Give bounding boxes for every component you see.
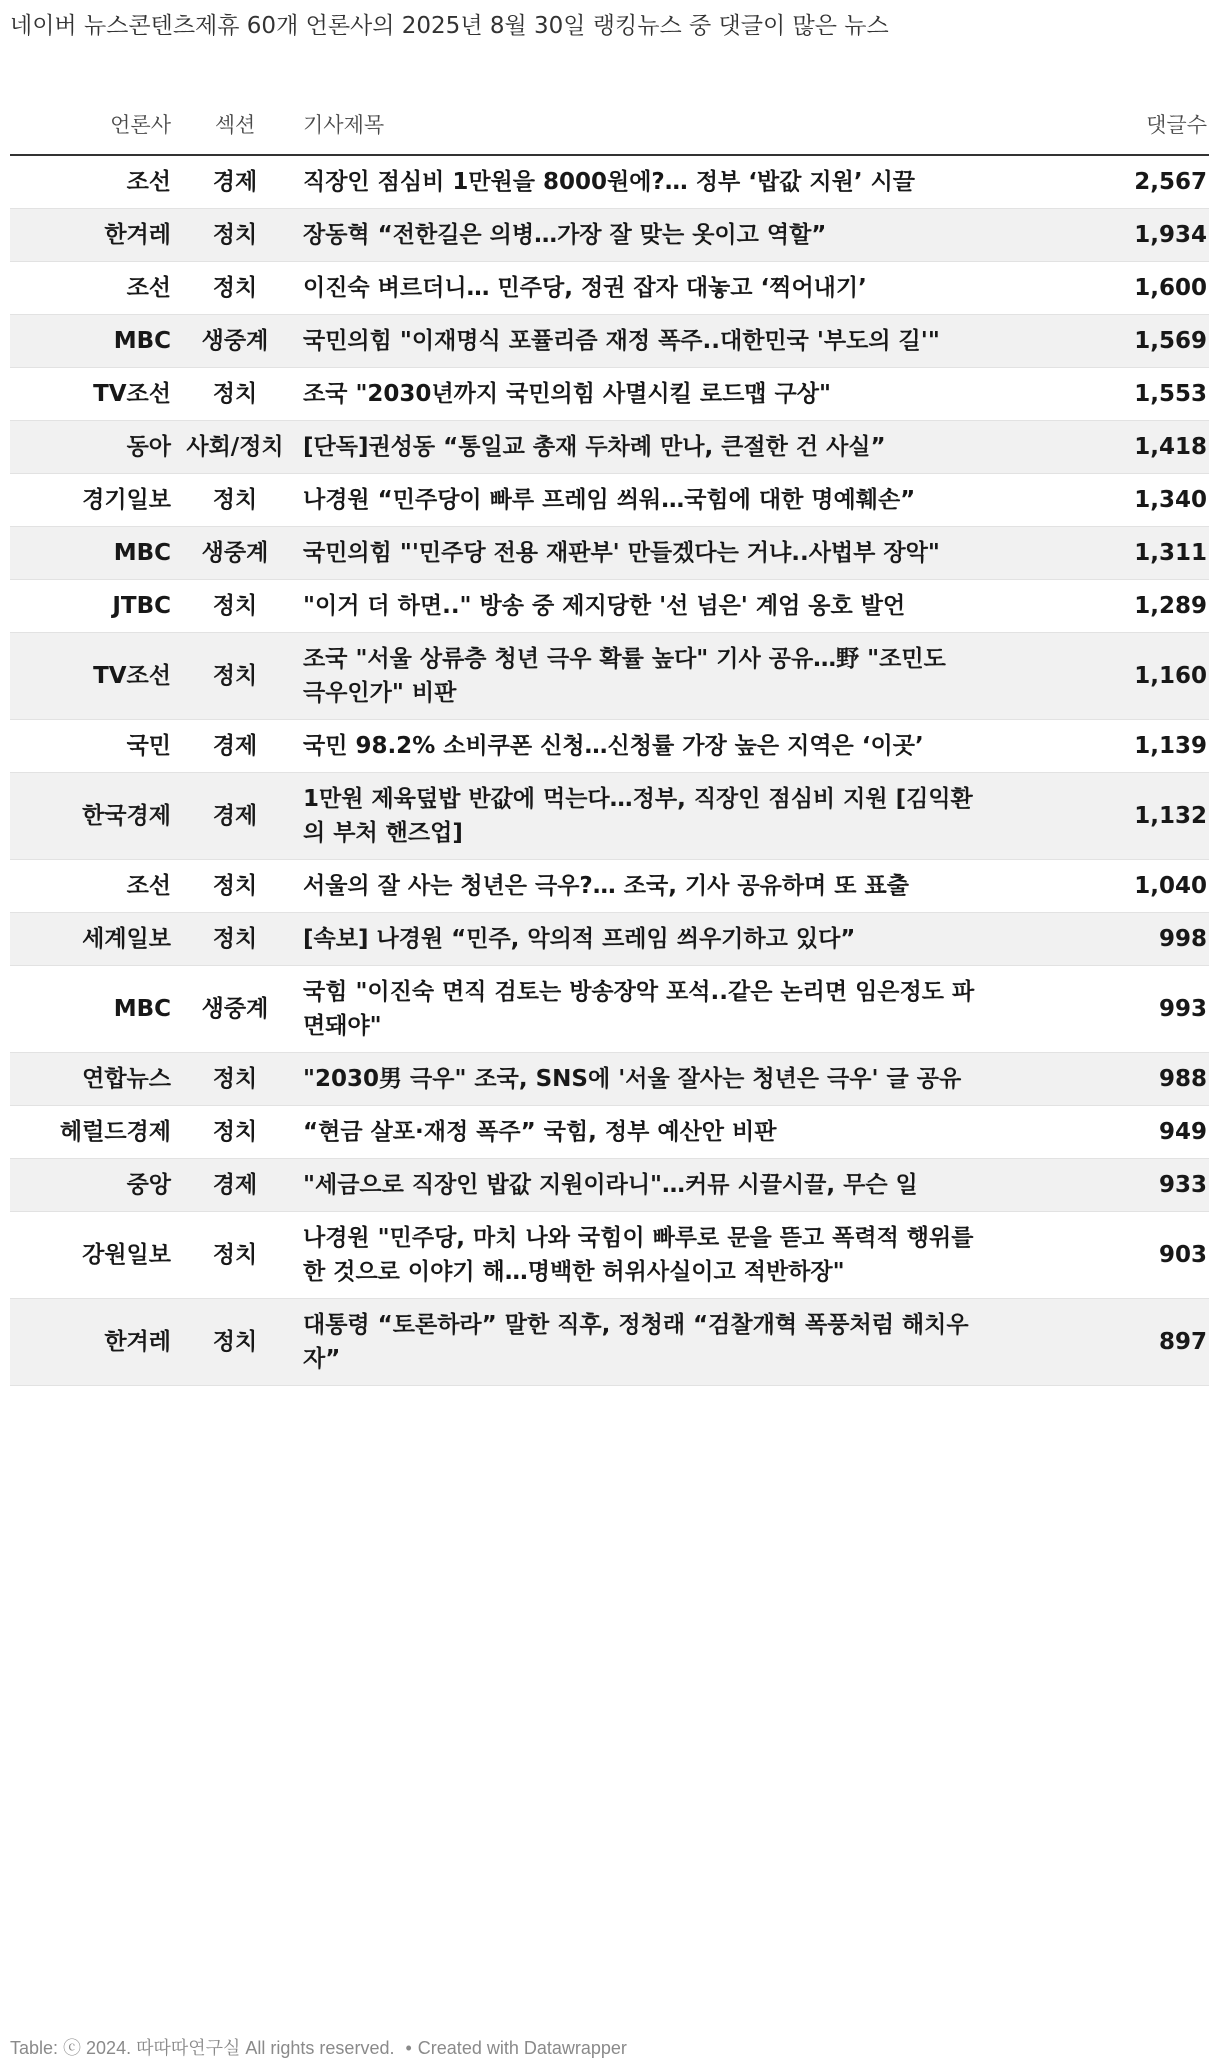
comment-count-cell: 1,040 xyxy=(1015,860,1209,913)
table-row xyxy=(10,209,1209,262)
datawrapper-credit[interactable]: Created with Datawrapper xyxy=(417,2038,627,2058)
section-cell: 생중계 xyxy=(175,527,295,580)
article-title-cell: 국힘 "이진숙 면직 검토는 방송장악 포석..같은 논리면 임은정도 파면돼야" xyxy=(295,966,1015,1053)
article-title-cell: 나경원 "민주당, 마치 나와 국힘이 빠루로 문을 뜯고 폭력적 행위를 한 것으로 이야기 해…명백한 허위사실이고 적반하장" xyxy=(295,1212,1015,1299)
publisher-cell: MBC xyxy=(10,315,175,368)
publisher-cell: 연합뉴스 xyxy=(10,1053,175,1106)
section-cell: 정치 xyxy=(175,580,295,633)
comment-count-cell: 2,567 xyxy=(1015,155,1209,209)
article-title-cell: "세금으로 직장인 밥값 지원이라니"…커뮤 시끌시끌, 무슨 일 xyxy=(295,1159,1015,1212)
publisher-cell: 조선 xyxy=(10,155,175,209)
table-row xyxy=(10,1299,1209,1386)
publisher-cell: 한겨레 xyxy=(10,1299,175,1386)
comment-count-cell: 1,600 xyxy=(1015,262,1209,315)
column-header-title[interactable]: 기사제목 xyxy=(295,94,1015,155)
comment-count-cell: 1,340 xyxy=(1015,474,1209,527)
article-title-cell: 국민 98.2% 소비쿠폰 신청…신청률 가장 높은 지역은 ‘이곳’ xyxy=(295,720,1015,773)
comment-count-cell: 1,139 xyxy=(1015,720,1209,773)
table-row xyxy=(10,527,1209,580)
section-cell: 정치 xyxy=(175,474,295,527)
table-row xyxy=(10,1159,1209,1212)
article-title-cell: 장동혁 “전한길은 의병…가장 잘 맞는 옷이고 역할” xyxy=(295,209,1015,262)
section-cell: 정치 xyxy=(175,1106,295,1159)
article-title-cell: 나경원 “민주당이 빠루 프레임 씌워…국힘에 대한 명예훼손” xyxy=(295,474,1015,527)
table-footer xyxy=(10,2034,627,2060)
comment-count-cell: 1,553 xyxy=(1015,368,1209,421)
table-body xyxy=(10,155,1209,1386)
comment-count-cell: 1,311 xyxy=(1015,527,1209,580)
table-row xyxy=(10,966,1209,1053)
article-title-cell: 1만원 제육덮밥 반값에 먹는다…정부, 직장인 점심비 지원 [김익환의 부처 핸즈업] xyxy=(295,773,1015,860)
section-cell: 정치 xyxy=(175,913,295,966)
comment-count-cell: 993 xyxy=(1015,966,1209,1053)
section-cell: 정치 xyxy=(175,368,295,421)
section-cell: 경제 xyxy=(175,773,295,860)
comment-count-cell: 1,569 xyxy=(1015,315,1209,368)
article-title-cell: "이거 더 하면.." 방송 중 제지당한 '선 넘은' 계엄 옹호 발언 xyxy=(295,580,1015,633)
comment-count-cell: 1,934 xyxy=(1015,209,1209,262)
publisher-cell: TV조선 xyxy=(10,368,175,421)
section-cell: 사회/정치 xyxy=(175,421,295,474)
column-header-section[interactable]: 섹션 xyxy=(175,94,295,155)
table-row xyxy=(10,580,1209,633)
publisher-cell: 국민 xyxy=(10,720,175,773)
publisher-cell: 세계일보 xyxy=(10,913,175,966)
publisher-cell: TV조선 xyxy=(10,633,175,720)
section-cell: 생중계 xyxy=(175,315,295,368)
column-header-publisher[interactable]: 언론사 xyxy=(10,94,175,155)
article-title-cell: 서울의 잘 사는 청년은 극우?… 조국, 기사 공유하며 또 표출 xyxy=(295,860,1015,913)
comment-count-cell: 1,132 xyxy=(1015,773,1209,860)
publisher-cell: 경기일보 xyxy=(10,474,175,527)
publisher-cell: 헤럴드경제 xyxy=(10,1106,175,1159)
publisher-cell: MBC xyxy=(10,527,175,580)
article-title-cell: 국민의힘 "'민주당 전용 재판부' 만들겠다는 거냐..사법부 장악" xyxy=(295,527,1015,580)
publisher-cell: 조선 xyxy=(10,262,175,315)
comment-count-cell: 1,160 xyxy=(1015,633,1209,720)
article-title-cell: 국민의힘 "이재명식 포퓰리즘 재정 폭주..대한민국 '부도의 길'" xyxy=(295,315,1015,368)
section-cell: 정치 xyxy=(175,1212,295,1299)
section-cell: 정치 xyxy=(175,262,295,315)
publisher-cell: 한국경제 xyxy=(10,773,175,860)
comment-count-cell: 933 xyxy=(1015,1159,1209,1212)
publisher-cell: 중앙 xyxy=(10,1159,175,1212)
section-cell: 정치 xyxy=(175,209,295,262)
table-row xyxy=(10,773,1209,860)
comment-count-cell: 998 xyxy=(1015,913,1209,966)
section-cell: 정치 xyxy=(175,1053,295,1106)
section-cell: 정치 xyxy=(175,860,295,913)
table-row xyxy=(10,1106,1209,1159)
table-row xyxy=(10,155,1209,209)
section-cell: 정치 xyxy=(175,1299,295,1386)
table-row xyxy=(10,421,1209,474)
comment-count-cell: 988 xyxy=(1015,1053,1209,1106)
comment-count-cell: 1,418 xyxy=(1015,421,1209,474)
article-title-cell: 대통령 “토론하라” 말한 직후, 정청래 “검찰개혁 폭풍처럼 해치우자” xyxy=(295,1299,1015,1386)
section-cell: 경제 xyxy=(175,720,295,773)
publisher-cell: 강원일보 xyxy=(10,1212,175,1299)
table-row xyxy=(10,1053,1209,1106)
comment-count-cell: 897 xyxy=(1015,1299,1209,1386)
article-title-cell: [단독]권성동 “통일교 총재 두차례 만나, 큰절한 건 사실” xyxy=(295,421,1015,474)
article-title-cell: “현금 살포·재정 폭주” 국힘, 정부 예산안 비판 xyxy=(295,1106,1015,1159)
article-title-cell: [속보] 나경원 “민주, 악의적 프레임 씌우기하고 있다” xyxy=(295,913,1015,966)
table-row xyxy=(10,720,1209,773)
table-row xyxy=(10,913,1209,966)
publisher-cell: JTBC xyxy=(10,580,175,633)
table-row xyxy=(10,1212,1209,1299)
publisher-cell: 동아 xyxy=(10,421,175,474)
article-title-cell: 조국 "2030년까지 국민의힘 사멸시킬 로드맵 구상" xyxy=(295,368,1015,421)
section-cell: 경제 xyxy=(175,155,295,209)
copyright-note: Table: ⓒ 2024. 따따따연구실 All rights reserved. xyxy=(10,2038,395,2058)
publisher-cell: 조선 xyxy=(10,860,175,913)
publisher-cell: MBC xyxy=(10,966,175,1053)
article-title-cell: "2030男 극우" 조국, SNS에 '서울 잘사는 청년은 극우' 글 공유 xyxy=(295,1053,1015,1106)
comment-count-cell: 1,289 xyxy=(1015,580,1209,633)
column-header-comments[interactable]: 댓글수 xyxy=(1015,94,1209,155)
table-row xyxy=(10,860,1209,913)
article-title-cell: 조국 "서울 상류층 청년 극우 확률 높다" 기사 공유…野 "조민도 극우인가" 비판 xyxy=(295,633,1015,720)
footer-separator: • xyxy=(405,2038,412,2058)
table-row xyxy=(10,474,1209,527)
chart-title: 네이버 뉴스콘텐츠제휴 60개 언론사의 2025년 8월 30일 랭킹뉴스 중 댓글이 많은 뉴스 xyxy=(10,13,889,39)
section-cell: 경제 xyxy=(175,1159,295,1212)
section-cell: 정치 xyxy=(175,633,295,720)
publisher-cell: 한겨레 xyxy=(10,209,175,262)
comment-count-cell: 949 xyxy=(1015,1106,1209,1159)
article-title-cell: 직장인 점심비 1만원을 8000원에?… 정부 ‘밥값 지원’ 시끌 xyxy=(295,155,1015,209)
comments-table xyxy=(10,94,1209,1386)
table-header-row xyxy=(10,94,1209,155)
table-row xyxy=(10,633,1209,720)
article-title-cell: 이진숙 벼르더니… 민주당, 정권 잡자 대놓고 ‘찍어내기’ xyxy=(295,262,1015,315)
section-cell: 생중계 xyxy=(175,966,295,1053)
table-row xyxy=(10,368,1209,421)
table-row xyxy=(10,262,1209,315)
table-row xyxy=(10,315,1209,368)
comment-count-cell: 903 xyxy=(1015,1212,1209,1299)
